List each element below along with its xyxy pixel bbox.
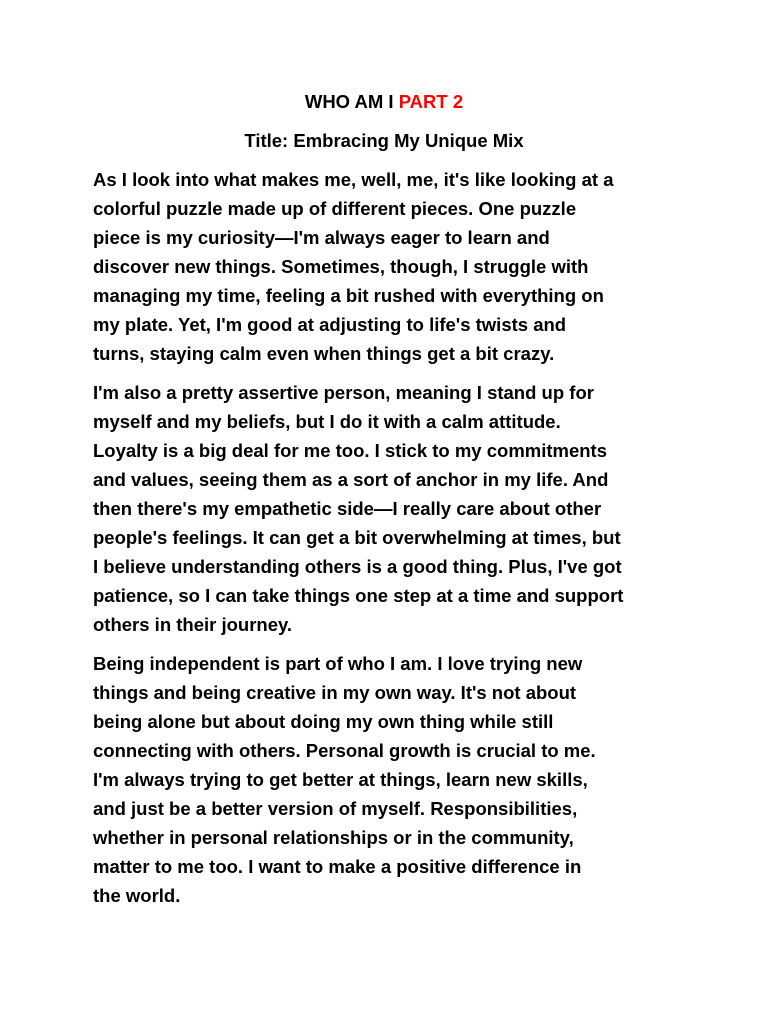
paragraph-1 [93, 165, 683, 368]
text-line: Loyalty is a big deal for me too. I stick to my commitments [93, 440, 608, 461]
text-line: colorful puzzle made up of different pieces. One puzzle [93, 198, 577, 219]
text-line: things and being creative in my own way. It's not about [93, 682, 577, 703]
page-heading [0, 90, 768, 114]
text-line: discover new things. Sometimes, though, I struggle with [93, 256, 589, 277]
text-line: and just be a better version of myself. Responsibilities, [93, 798, 578, 819]
heading-prefix: WHO AM I [304, 91, 394, 112]
text-line: whether in personal relationships or in the community, [93, 827, 574, 848]
text-line: connecting with others. Personal growth is crucial to me. [93, 740, 596, 761]
text-line: myself and my beliefs, but I do it with a calm attitude. [93, 411, 561, 432]
text-line: managing my time, feeling a bit rushed with everything on [93, 285, 604, 306]
text-line: and values, seeing them as a sort of anchor in my life. And [93, 469, 609, 490]
text-line: matter to me too. I want to make a positive difference in [93, 856, 582, 877]
text-line: I'm also a pretty assertive person, meaning I stand up for [93, 382, 594, 403]
text-line: the world. [93, 885, 181, 906]
text-line: Being independent is part of who I am. I love trying new [93, 653, 583, 674]
heading-highlight: PART 2 [398, 91, 464, 112]
text-line: I believe understanding others is a good thing. Plus, I've got [93, 556, 622, 577]
text-line: patience, so I can take things one step at a time and support [93, 585, 624, 606]
text-line: being alone but about doing my own thing while still [93, 711, 554, 732]
document-title: Title: Embracing My Unique Mix [244, 130, 524, 151]
text-line: I'm always trying to get better at things, learn new skills, [93, 769, 588, 790]
text-line: people's feelings. It can get a bit overwhelming at times, but [93, 527, 621, 548]
document-body [93, 165, 683, 920]
paragraph-3 [93, 649, 683, 910]
text-line: piece is my curiosity—I'm always eager to learn and [93, 227, 550, 248]
text-line: turns, staying calm even when things get a bit crazy. [93, 343, 555, 364]
text-line: then there's my empathetic side—I really care about other [93, 498, 602, 519]
text-line: others in their journey. [93, 614, 293, 635]
paragraph-2 [93, 378, 683, 639]
text-line: my plate. Yet, I'm good at adjusting to life's twists and [93, 314, 567, 335]
text-line: As I look into what makes me, well, me, it's like looking at a [93, 169, 614, 190]
